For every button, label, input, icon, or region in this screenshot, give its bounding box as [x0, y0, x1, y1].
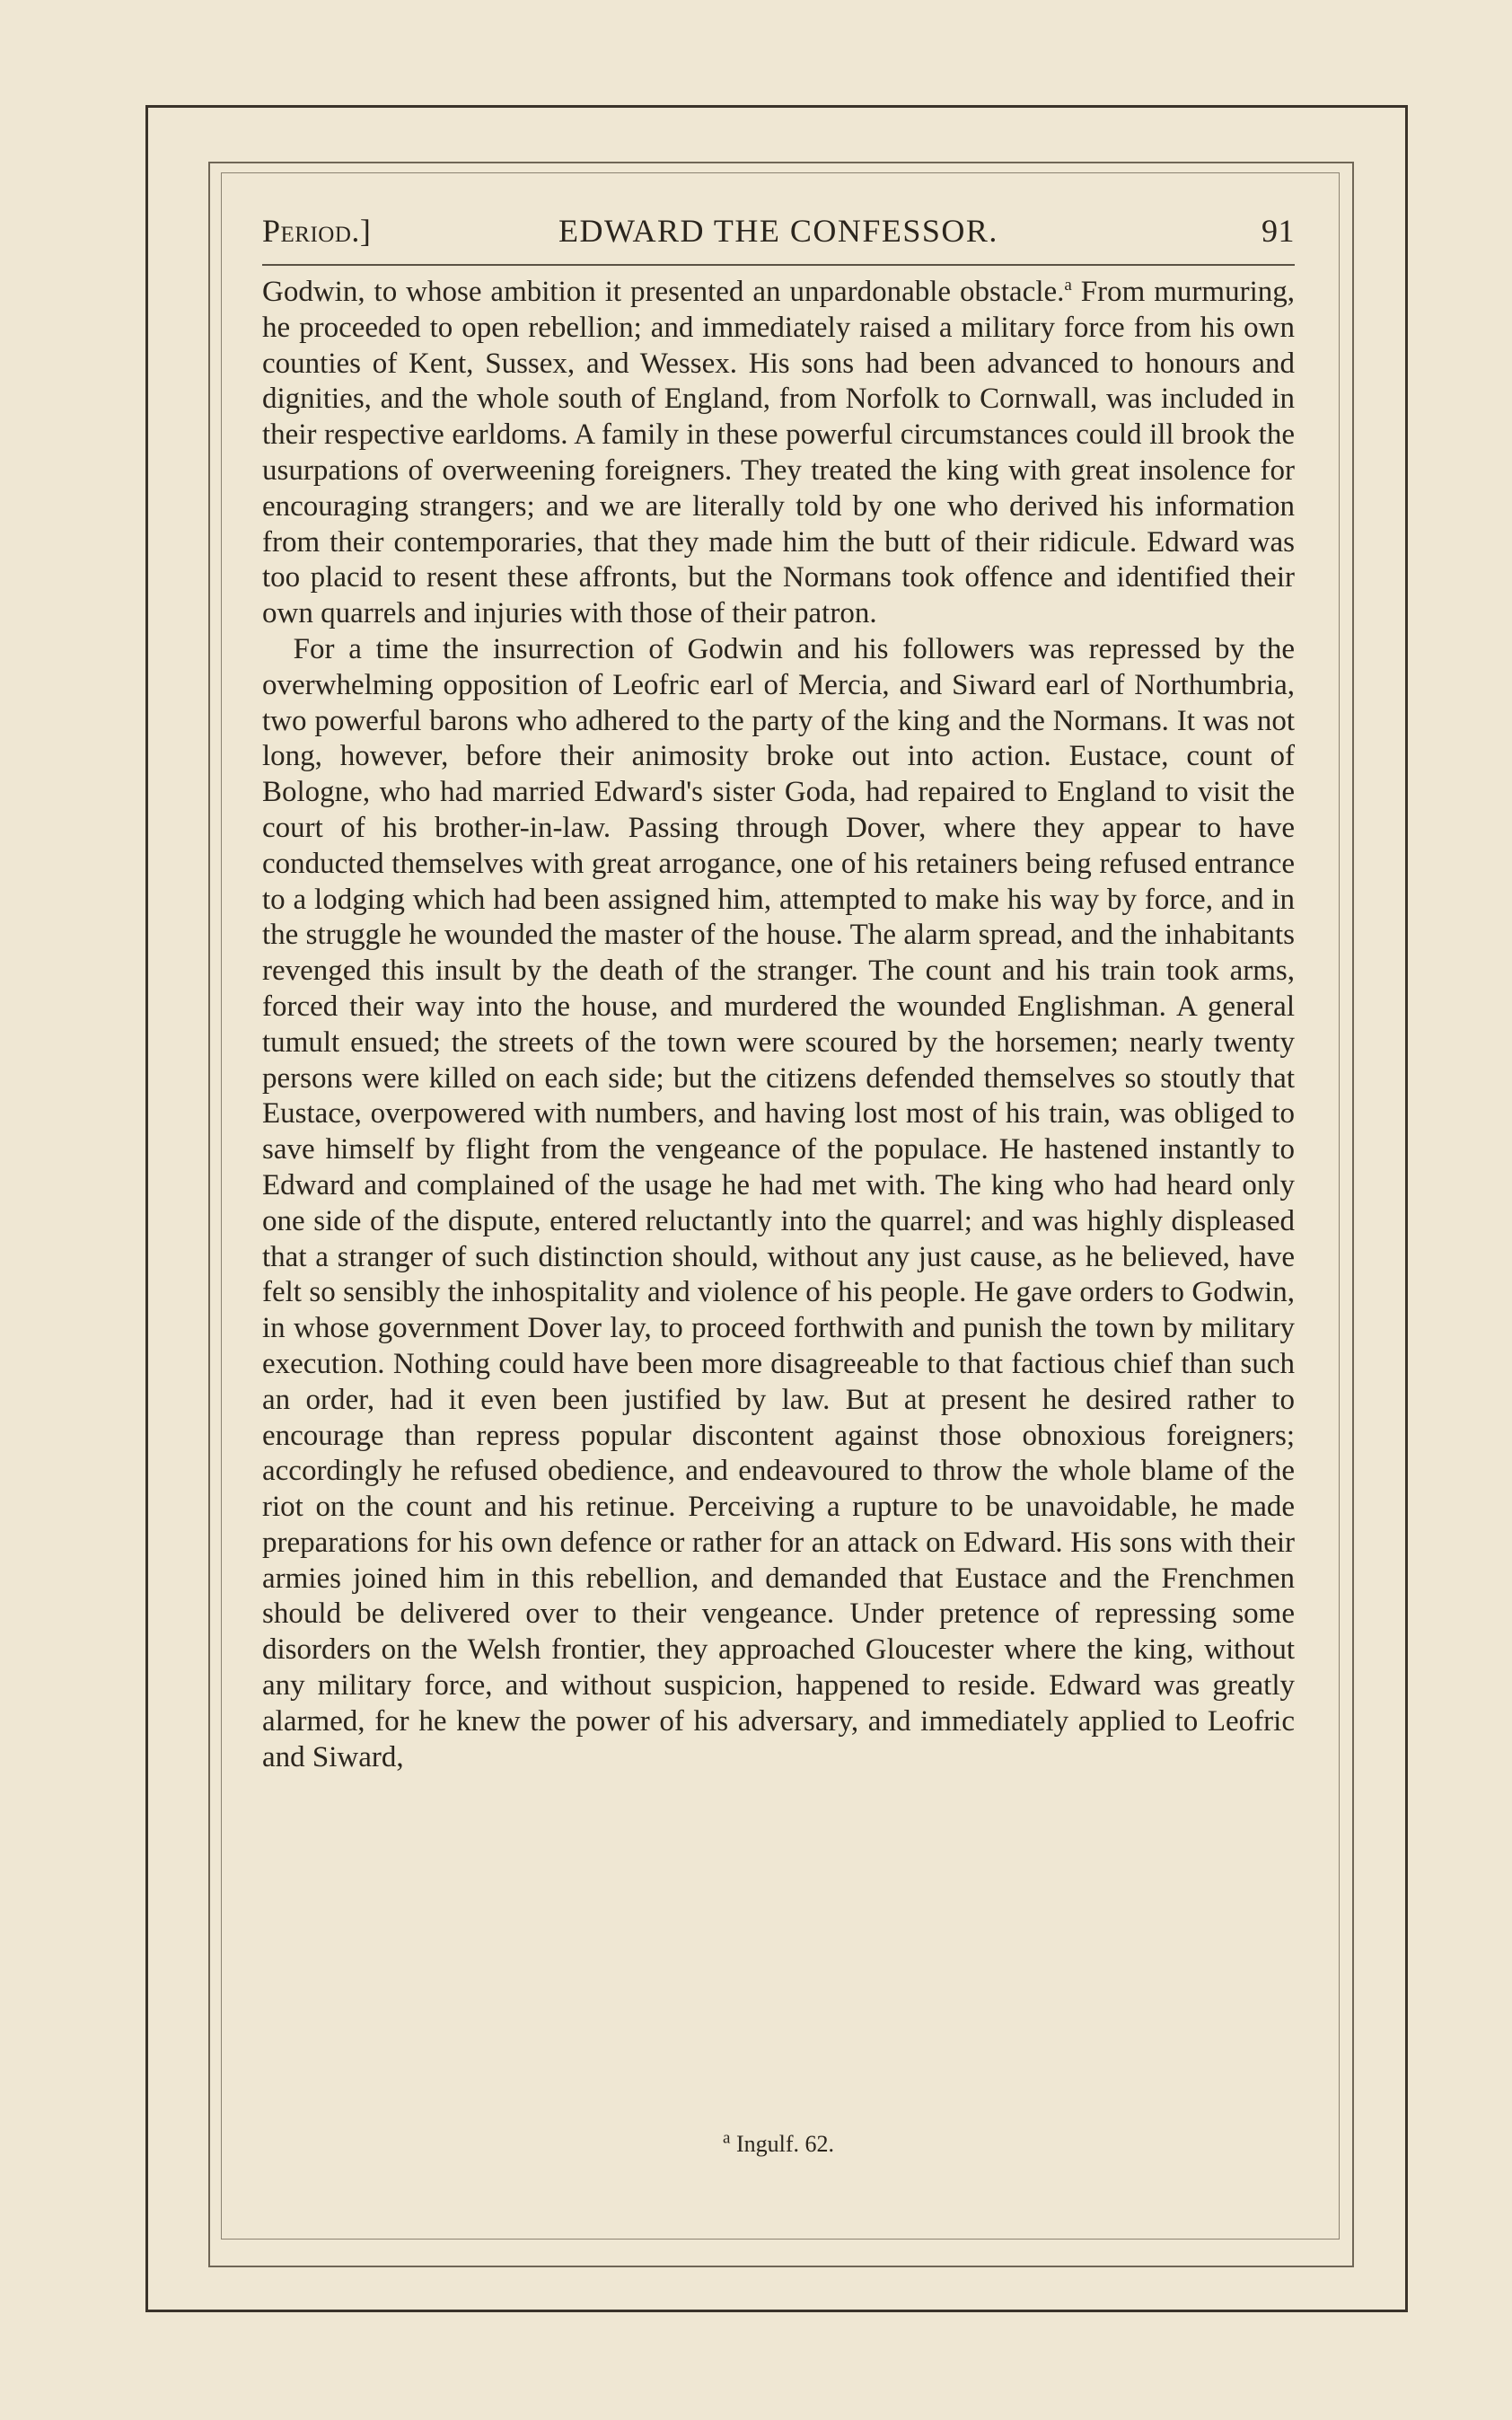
paragraph-1-text: Godwin, to whose ambition it presented an unpardonable obstacle. [262, 276, 1065, 308]
header-rule [262, 264, 1295, 266]
header-section-label: Period.] [262, 213, 372, 249]
paragraph-1 [262, 275, 1295, 632]
paragraph-2: For a time the insurrection of Godwin and his followers was repressed by the overwhelming opposition of Leofric earl of Mercia, and Siward earl of Northumbria, two powerful barons who adhered to the party of the king and the Normans. It was not long, however, before their animosity broke out into action. Eustace, count of Bologne, who had married Edward's sister Goda, had repaired to England to visit the court of his brother-in-law. Passing through Dover, where they appear to have conducted themselves with great arrogance, one of his retainers being refused entrance to a lodging which had been assigned him, attempted to make his way by force, and in the struggle he wounded the master of the house. The alarm spread, and the inhabitants revenged this insult by the death of the stranger. The count and his train took arms, forced their way into the house, and murdered the wounded Englishman. A general tumult ensued; the streets of the town were scoured by the horsemen; nearly twenty persons were killed on each side; but the citizens defended themselves so stoutly that Eustace, overpowered with numbers, and having lost most of his train, was obliged to save himself by flight from the vengeance of the populace. He hastened instantly to Edward and complained of the usage he had met with. The king who had heard only one side of the dispute, entered reluctantly into the quarrel; and was highly displeased that a stranger of such distinction should, without any just cause, as he believed, have felt so sensibly the inhospitality and violence of his people. He gave orders to Godwin, in whose government Dover lay, to proceed forthwith and punish the town by military execution. Nothing could have been more disagreeable to that factious chief than such an order, had it even been justified by law. But at present he desired rather to encourage than repress popular discontent against those obnoxious foreigners; accordingly he refused obedience, and endeavoured to throw the whole blame of the riot on the count and his retinue. Perceiving a rupture to be unavoidable, he made preparations for his own defence or rather for an attack on Edward. His sons with their armies joined him in this rebellion, and demanded that Eustace and the Frenchmen should be delivered over to their vengeance. Under pretence of repressing some disorders on the Welsh frontier, they approached Gloucester where the king, without any military force, and without suspicion, happened to reside. Edward was greatly alarmed, for he knew the power of his adversary, and immediately applied to Leofric and Siward, [262, 632, 1295, 1773]
page-number: 91 [1261, 213, 1295, 249]
footnote-marker: a [723, 2128, 731, 2148]
header-title: EDWARD THE CONFESSOR. [558, 213, 998, 249]
footnote-reference: a [1064, 276, 1072, 295]
footnote [262, 2128, 1295, 2160]
running-header [262, 208, 1295, 253]
main-text [262, 275, 1295, 1775]
paragraph-1-continuation: From murmuring, he proceeded to open rebellion; and immediately raised a military force from his own counties of Kent, Sussex, and Wessex. His sons had been advanced to honours and dignities, and the whole south of England, from Norfolk to Cornwall, was included in their respective earldoms. A family in these powerful circumstances could ill brook the usurpations of overweening foreigners. They treated the king with great insolence for encouraging strangers; and we are literally told by one who derived his information from their contemporaries, that they made him the butt of their ridicule. Edward was too placid to resent these affronts, but the Normans took offence and identified their own quarrels and injuries with those of their patron. [262, 276, 1295, 630]
footnote-text: Ingulf. 62. [730, 2131, 834, 2157]
